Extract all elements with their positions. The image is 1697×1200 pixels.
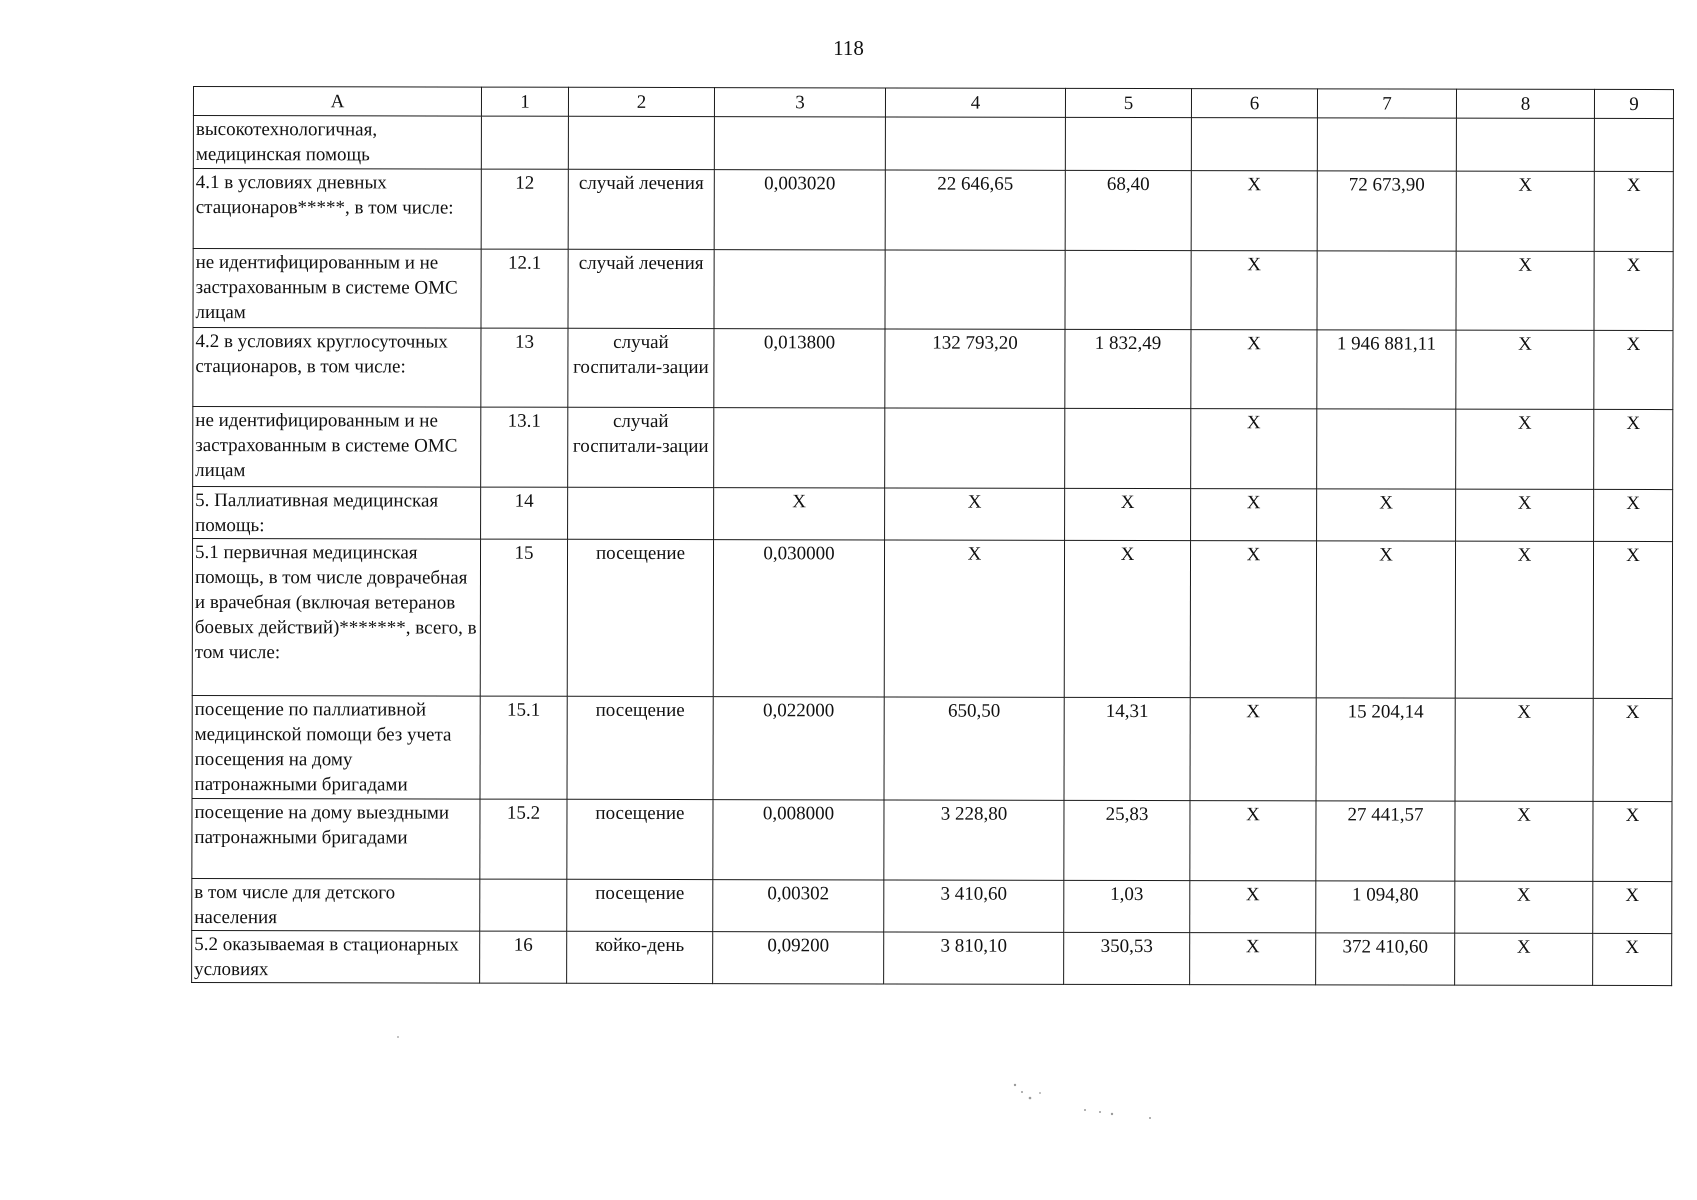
table-cell: 132 793,20 (885, 329, 1065, 408)
table-cell: Х (1456, 409, 1594, 489)
table-cell (1317, 251, 1456, 330)
table-header-row (193, 87, 1673, 119)
table-cell: 0,008000 (713, 800, 884, 880)
table-cell: посещение (567, 539, 713, 696)
table-cell: Х (1455, 541, 1593, 698)
table-cell: Х (714, 488, 885, 540)
table-cell (885, 250, 1065, 329)
table-cell: Х (1455, 801, 1593, 881)
table-cell: койко-день (567, 931, 713, 983)
table-cell: Х (1455, 933, 1593, 985)
row-label-cell: 4.1 в условиях дневных стационаров*****, в том числе: (193, 169, 481, 250)
table-cell: 22 646,65 (885, 170, 1065, 250)
table-cell (1065, 117, 1191, 170)
table-cell: Х (1456, 330, 1594, 409)
page-number: 118 (833, 36, 864, 60)
table-cell: Х (1190, 801, 1316, 881)
table-cell (1065, 408, 1191, 488)
table-cell: Х (1455, 698, 1593, 801)
column-header: 6 (1191, 89, 1317, 118)
table-row (193, 407, 1673, 490)
table-row (193, 487, 1673, 542)
table-cell: случай госпитали-зации (568, 328, 714, 407)
table-cell: Х (1593, 933, 1672, 985)
table-cell: 1 946 881,11 (1317, 330, 1456, 409)
table-cell (1317, 409, 1456, 489)
table-cell: Х (1190, 881, 1316, 933)
table-cell: 68,40 (1065, 170, 1191, 250)
table-cell: Х (884, 540, 1064, 697)
table-row (193, 249, 1673, 331)
table-row (192, 930, 1672, 985)
table-cell: Х (1191, 409, 1317, 489)
table-cell: Х (1594, 409, 1673, 489)
row-label-cell: не идентифицированным и не застрахованным в системе ОМС лицам (193, 249, 481, 329)
row-label-cell: посещение на дому выездными патронажными бригадами (192, 798, 480, 879)
table-cell: Х (1456, 489, 1594, 541)
table-cell: 15.1 (480, 696, 567, 799)
table-cell: 372 410,60 (1316, 933, 1455, 985)
table-cell: 14 (481, 487, 568, 539)
table-row (192, 695, 1672, 801)
table-cell (1594, 118, 1673, 171)
table-cell (1191, 118, 1317, 171)
table-cell: посещение (567, 799, 713, 879)
table-cell: Х (1455, 881, 1593, 933)
table-cell: Х (1456, 171, 1594, 251)
table-cell: 1,03 (1064, 880, 1190, 932)
column-header: 4 (885, 88, 1065, 117)
column-header: 1 (481, 87, 568, 116)
table-cell: 1 832,49 (1065, 329, 1191, 408)
table-row (192, 878, 1672, 933)
table-cell: 13.1 (481, 407, 568, 487)
table-cell: 3 410,60 (884, 880, 1064, 932)
table-cell: 13 (481, 328, 568, 407)
table-cell: Х (885, 488, 1065, 540)
table-cell (714, 117, 885, 170)
table-cell (568, 116, 714, 169)
table-cell: Х (1191, 330, 1317, 409)
column-header: 9 (1594, 89, 1673, 118)
table-cell: 15.2 (480, 799, 567, 879)
table-cell: Х (1191, 171, 1317, 251)
table-cell: Х (1593, 881, 1672, 933)
table-cell (1456, 118, 1594, 171)
table-cell: 3 228,80 (884, 800, 1064, 880)
table-cell: Х (1593, 541, 1672, 698)
table-cell: 12 (481, 169, 568, 249)
table-cell: Х (1190, 541, 1316, 698)
table-cell: 15 (480, 539, 567, 696)
row-label-cell: 4.2 в условиях круглосуточных стационаров, в том числе: (193, 328, 481, 408)
column-header: 2 (568, 87, 714, 116)
row-label-cell: 5.1 первичная медицинская помощь, в том числе доврачебная и врачебная (включая ветеранов боевых действий)*******, всего, в том числе: (192, 539, 480, 697)
table-cell: 16 (480, 931, 567, 983)
table-cell: 14,31 (1064, 697, 1190, 800)
table-cell: Х (1317, 489, 1456, 541)
table-cell: Х (1316, 541, 1455, 698)
table-cell: Х (1594, 330, 1673, 409)
column-header: 7 (1317, 89, 1456, 118)
table-cell: 0,003020 (714, 170, 885, 250)
table-cell: Х (1064, 540, 1190, 697)
table-cell: Х (1593, 801, 1672, 881)
table-row (193, 116, 1673, 172)
column-header: 8 (1456, 89, 1594, 118)
table-cell: Х (1190, 698, 1316, 801)
column-header: 3 (714, 88, 885, 117)
row-label-cell: высокотехнологичная, медицинская помощь (193, 116, 481, 170)
table-cell: посещение (567, 879, 713, 931)
table-cell: 1 094,80 (1316, 881, 1455, 933)
table-cell: 350,53 (1064, 932, 1190, 984)
table-row (193, 328, 1673, 410)
table-cell: 27 441,57 (1316, 801, 1455, 881)
table-cell (885, 117, 1065, 170)
table-body (192, 116, 1674, 986)
table-cell: Х (1593, 698, 1672, 801)
table-cell: 15 204,14 (1316, 698, 1455, 801)
column-header: 5 (1065, 88, 1191, 117)
table-cell: Х (1191, 489, 1317, 541)
table-row (193, 169, 1673, 252)
table-cell: посещение (567, 696, 713, 799)
table-cell: Х (1456, 251, 1594, 330)
table-cell: 0,00302 (713, 880, 884, 932)
table-cell: случай лечения (568, 249, 714, 328)
table-cell (714, 250, 885, 329)
table-cell (1317, 118, 1456, 171)
table-cell (1065, 250, 1191, 329)
table-cell: 3 810,10 (884, 932, 1064, 984)
row-label-cell: посещение по паллиативной медицинской помощи без учета посещения на дому патронажными бригадами (192, 695, 480, 799)
table-cell: 25,83 (1064, 800, 1190, 880)
table-cell (480, 879, 567, 931)
table-cell: Х (1594, 489, 1673, 541)
table-cell: Х (1594, 251, 1673, 330)
data-table (191, 86, 1674, 986)
column-header: А (193, 87, 481, 117)
row-label-cell: в том числе для детского населения (192, 878, 480, 931)
table-cell: 0,030000 (713, 540, 884, 697)
row-label-cell: 5.2 оказываемая в стационарных условиях (192, 930, 480, 983)
table-cell: Х (1065, 488, 1191, 540)
table-cell: 0,022000 (713, 697, 884, 800)
table-cell: 0,013800 (714, 329, 885, 408)
table-cell (481, 116, 568, 169)
table-row (192, 539, 1672, 699)
table-cell: 650,50 (884, 697, 1064, 800)
table-cell: 0,09200 (713, 932, 884, 984)
row-label-cell: 5. Паллиативная медицинская помощь: (193, 487, 481, 540)
table-cell (714, 408, 885, 488)
table-cell (568, 487, 714, 539)
table-cell: Х (1190, 933, 1316, 985)
table-cell: 72 673,90 (1317, 171, 1456, 251)
table-cell: случай госпитали-зации (568, 407, 714, 487)
table-cell (885, 408, 1065, 488)
table-cell: 12.1 (481, 249, 568, 328)
row-label-cell: не идентифицированным и не застрахованным в системе ОМС лицам (193, 407, 481, 488)
table-cell: Х (1594, 171, 1673, 251)
table-cell: Х (1191, 251, 1317, 330)
table-cell: случай лечения (568, 169, 714, 249)
table-row (192, 798, 1672, 881)
